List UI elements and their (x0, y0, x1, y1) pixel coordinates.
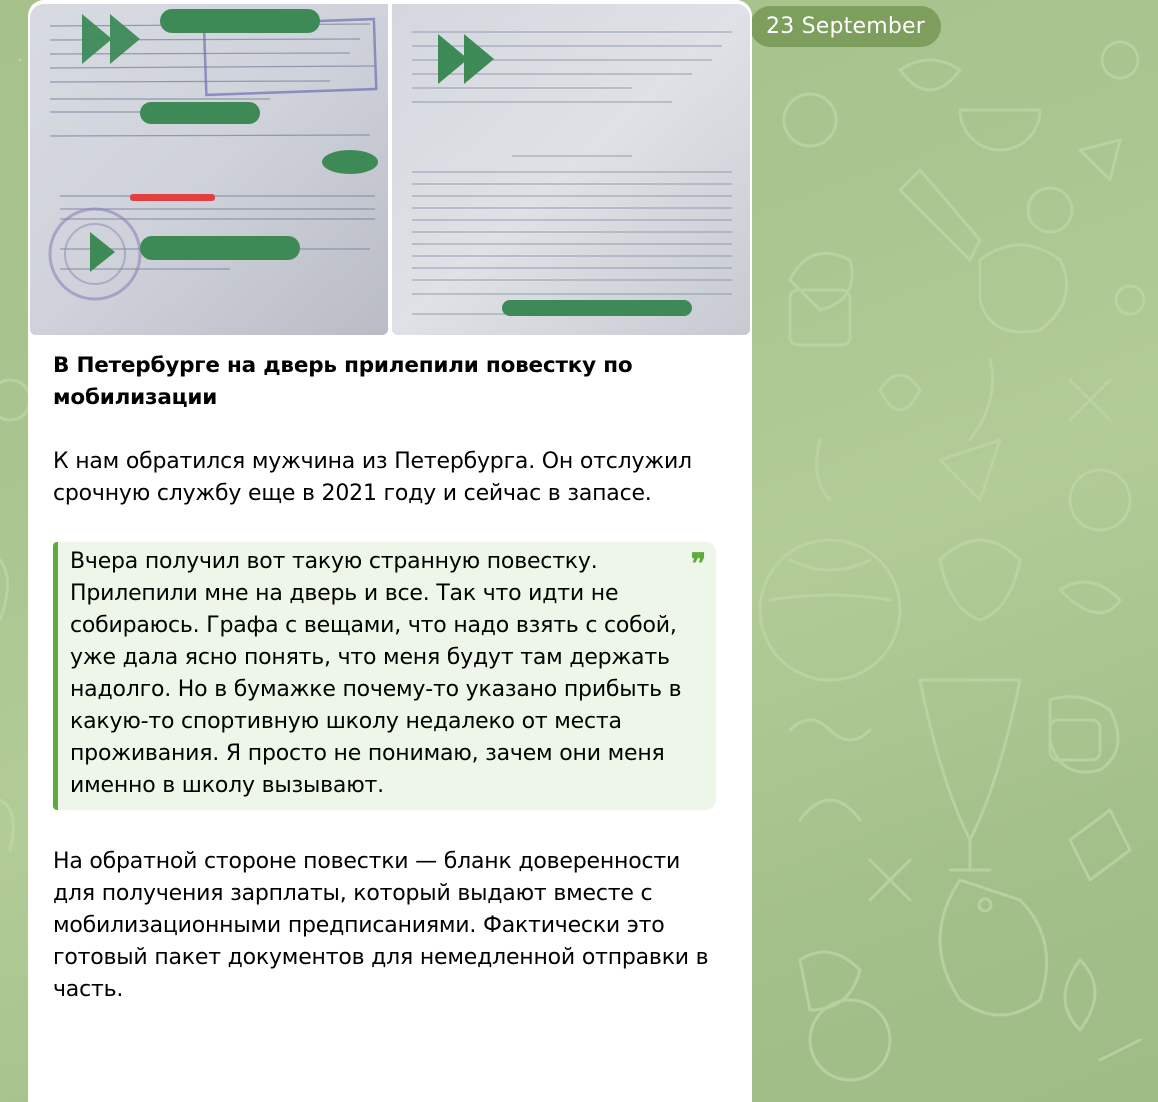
blockquote (53, 542, 716, 810)
summons-front-photo[interactable] (30, 4, 388, 335)
post-paragraph: На обратной стороне повестки — бланк доверенности для получения зарплаты, который выдают вместе с мобилизационными предписаниями. Фактически это готовый пакет документов для немедленной отправки в часть. (53, 849, 709, 1002)
post-paragraph: К нам обратился мужчина из Петербурга. Он отслужил срочную службу еще в 2021 году и сейчас в запасе. (53, 449, 692, 506)
channel-post-bubble (28, 0, 752, 1102)
photo-album (30, 4, 750, 335)
quote-icon: ❞ (690, 547, 706, 580)
post-text (53, 350, 713, 1006)
post-headline: В Петербурге на дверь прилепили повестку по мобилизации (53, 353, 633, 410)
quote-text: Вчера получил вот такую странную повестку. Прилепили мне на дверь и все. Так что идти не собираюсь. Графа с вещами, что надо взять с собой, уже дала ясно понять, что меня будут там держать надолго. Но в бумажке почему-то указано прибыть в какую-то спортивную школу недалеко от места проживания. Я просто не понимаю, зачем они меня именно в школу вызывают. (70, 549, 682, 798)
summons-back-photo[interactable] (392, 4, 750, 335)
date-badge: 23 September (750, 6, 941, 47)
